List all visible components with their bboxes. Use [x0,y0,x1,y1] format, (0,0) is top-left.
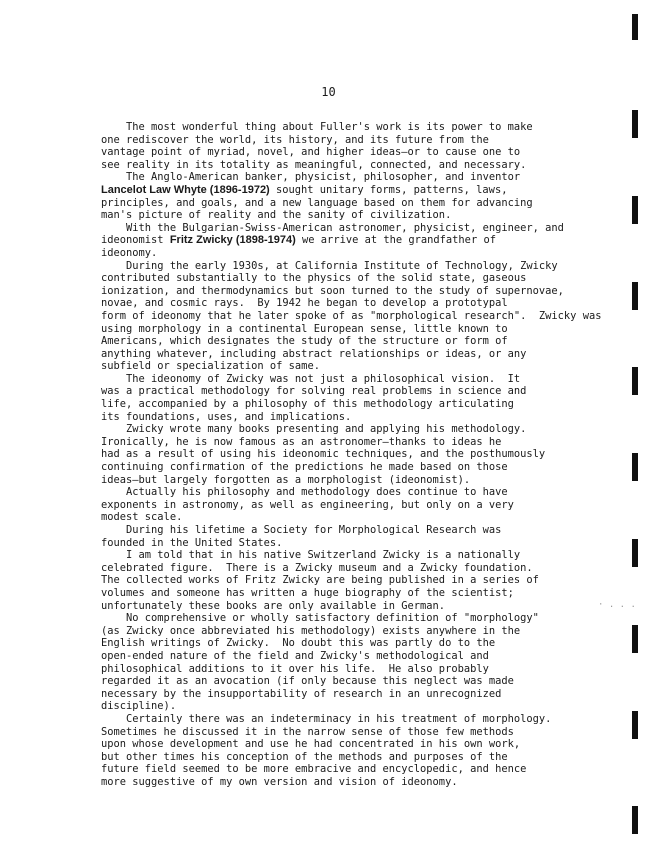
text-line: I am told that in his native Switzerland Zwicky is a nationally [101,549,521,562]
page-number: 10 [321,85,336,99]
text-line: see reality in its totality as meaningful, connected, and necessary. [101,158,527,171]
text-line: form of ideonomy that he later spoke of as "morphological research". Zwicky was [101,309,602,322]
text-line: regarded it as an avocation (if only because this neglect was made [101,675,514,688]
text-line: ideonomy. [101,246,158,259]
margin-mark [632,453,638,481]
text-line: but other times his conception of the methods and purposes of the [101,750,508,763]
text-line: During the early 1930s, at California Institute of Technology, Zwicky [101,259,558,272]
text-line: principles, and goals, and a new language based on them for advancing [101,196,533,209]
bold-name: Lancelot Law Whyte (1896-1972) [101,183,270,196]
margin-mark [632,367,638,395]
text-line: unfortunately these books are only available in German. [101,599,446,612]
text-line: Ironically, he is now famous as an astronomer—thanks to ideas he [101,435,502,448]
text-line: its foundations, uses, and implications. [101,410,352,423]
text-line: discipline). [101,700,177,713]
text-line: had as a result of using his ideonomic techniques, and the posthumously [101,448,546,461]
margin-mark [632,110,638,138]
text-line: volumes and someone has written a huge biography of the scientist; [101,586,514,599]
text-line: The collected works of Fritz Zwicky are being published in a series of [101,574,539,587]
text-line: ionization, and thermodynamics but soon turned to the study of supernovae, [101,284,564,297]
text-line: The most wonderful thing about Fuller's work is its power to make [101,121,533,133]
text-line: With the Bulgarian-Swiss-American astronomer, physicist, engineer, and [101,221,564,234]
text-line: future field seemed to be more embracive and encyclopedic, and hence [101,763,527,776]
text-line: contributed substantially to the physics of the solid state, gaseous [101,272,527,285]
text-line: Certainly there was an indeterminacy in his treatment of morphology. [101,712,552,725]
text-line: Americans, which designates the study of the structure or form of [101,335,508,348]
text-line: man's picture of reality and the sanity of civilization. [101,209,452,222]
text-line: Actually his philosophy and methodology does continue to have [101,486,508,499]
text-line: more suggestive of my own version and vision of ideonomy. [101,775,458,788]
text-line: English writings of Zwicky. No doubt this was partly do to the [101,637,496,650]
body-text [101,121,601,788]
text-line: founded in the United States. [101,536,283,549]
text-line: Sometimes he discussed it in the narrow sense of those few methods [101,725,514,738]
text-line: necessary by the insupportability of research in an unrecognized [101,687,502,700]
scan-specks: · . . . [598,600,636,610]
text-line: vantage point of myriad, novel, and higher ideas—or to cause one to [101,146,521,159]
margin-mark [632,14,638,40]
text-line: continuing confirmation of the predictions he made based on those [101,461,508,474]
text-line: was a practical methodology for solving real problems in science and [101,385,527,398]
text-line: No comprehensive or wholly satisfactory definition of "morphology" [101,612,539,625]
text-line: celebrated figure. There is a Zwicky museum and a Zwicky foundation. [101,561,533,574]
text-line: ideonomist Fritz Zwicky (1898-1974) we arrive at the grandfather of [101,234,496,247]
text-line: (as Zwicky once abbreviated his methodology) exists anywhere in the [101,624,521,637]
text-line: one rediscover the world, its history, and its future from the [101,133,489,146]
margin-mark [632,539,638,567]
margin-mark [632,711,638,739]
text-line: ideas—but largely forgotten as a morphologist (ideonomist). [101,473,471,486]
text-line: Zwicky wrote many books presenting and applying his methodology. [101,423,527,436]
text-line: Lancelot Law Whyte (1896-1972) sought unitary forms, patterns, laws, [101,183,508,196]
text-line: The Anglo-American banker, physicist, philosopher, and inventor [101,171,521,184]
text-line: During his lifetime a Society for Morphological Research was [101,524,502,536]
text-line: modest scale. [101,511,183,524]
margin-mark [632,806,638,834]
text-line: philosophical additions to it over his life. He also probably [101,662,489,675]
bold-name: Fritz Zwicky (1898-1974) [169,234,296,247]
text-line: subfield or specialization of same. [101,360,320,373]
text-line: using morphology in a continental European sense, little known to [101,322,508,335]
margin-mark [632,282,638,310]
text-line: life, accompanied by a philosophy of this methodology articulating [101,398,514,411]
text-line: anything whatever, including abstract relationships or ideas, or any [101,347,527,360]
text-line: open-ended nature of the field and Zwicky's methodological and [101,649,489,662]
text-line: The ideonomy of Zwicky was not just a philosophical vision. It [101,372,521,385]
margin-mark [632,196,638,224]
text-line: upon whose development and use he had concentrated in his own work, [101,738,521,751]
margin-mark [632,625,638,653]
text-line: exponents in astronomy, as well as engineering, but only on a very [101,498,514,511]
text-line: novae, and cosmic rays. By 1942 he began to develop a prototypal [101,297,508,310]
